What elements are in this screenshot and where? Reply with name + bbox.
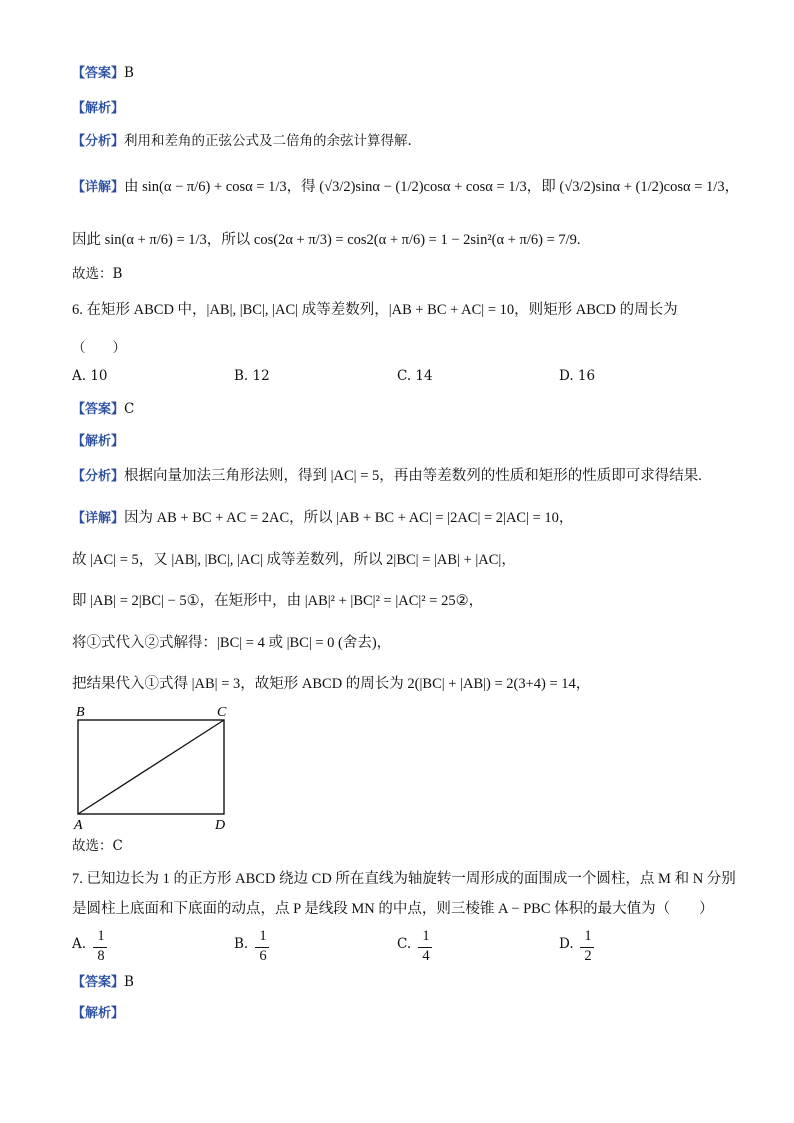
q6-detail-line2: 故 |AC| = 5，又 |AB|, |BC|, |AC| 成等差数列，所以 2|BC| = |AB| + |AC|， bbox=[72, 552, 516, 568]
vertex-label-d: D bbox=[215, 818, 226, 833]
section-tag: 【解析】 bbox=[72, 101, 125, 116]
q6-detail-line3: 即 |AB| = 2|BC| − 5①，在矩形中，由 |AB|² + |BC|² = |AC|² = 25②， bbox=[72, 593, 484, 609]
q6-option-d: D. 16 bbox=[559, 368, 596, 384]
q7-options bbox=[72, 928, 752, 968]
section-tag: 【详解】 bbox=[72, 180, 125, 195]
q6-options bbox=[72, 368, 752, 388]
rectangle-abcd-figure bbox=[72, 704, 242, 834]
section-tag: 【答案】 bbox=[72, 402, 125, 417]
q7-analysis-title bbox=[72, 1003, 734, 1024]
diagonal-ac bbox=[78, 720, 224, 814]
q6-detail-line1: 【详解】因为 AB + BC + AC = 2AC，所以 |AB + BC + AC| = |2AC| = 2|AC| = 10， bbox=[72, 510, 574, 526]
q6-option-c: C. 14 bbox=[397, 368, 433, 384]
section-tag: 【详解】 bbox=[72, 511, 125, 526]
q7-option-b-denominator: 6 bbox=[259, 948, 267, 964]
analysis-title-prev bbox=[72, 98, 734, 119]
q6-detail-line4: 将①式代入②式解得：|BC| = 4 或 |BC| = 0 (舍去)， bbox=[72, 635, 392, 651]
q6-analysis: 【分析】根据向量加法三角形法则，得到 |AC| = 5，再由等差数列的性质和矩形的性质即可求得结果. bbox=[72, 468, 702, 484]
section-tag: 【答案】 bbox=[72, 66, 125, 81]
q7-option-a-denominator: 8 bbox=[97, 948, 105, 964]
vertex-label-b: B bbox=[76, 705, 85, 720]
q7-stem-line1: 7. 已知边长为 1 的正方形 ABCD 绕边 CD 所在直线为轴旋转一周形成的面围成一个圆柱，点 M 和 N 分别 bbox=[72, 871, 736, 887]
section-tag: 【解析】 bbox=[72, 1006, 125, 1021]
q6-option-a: A. 10 bbox=[72, 368, 108, 384]
q6-answer: 【答案】C bbox=[72, 401, 135, 417]
q6-detail-line5: 把结果代入①式得 |AB| = 3，故矩形 ABCD 的周长为 2(|BC| + |AB|) = 2(3+4) = 14， bbox=[72, 676, 591, 692]
section-tag: 【分析】 bbox=[72, 469, 125, 484]
q5-detail-line1: 【详解】由 sin(α − π/6) + cosα = 1/3，得 (√3/2)sinα − (1/2)cosα + cosα = 1/3，即 (√3/2)sinα + (1/2)cosα = 1/3， bbox=[72, 179, 740, 195]
q7-option-b-label: B. bbox=[234, 936, 249, 952]
vertex-label-c: C bbox=[217, 705, 227, 720]
q7-option-a-numerator: 1 bbox=[97, 928, 105, 944]
section-tag: 【答案】 bbox=[72, 975, 125, 990]
q7-option-d-denominator: 2 bbox=[584, 948, 592, 964]
q7-option-c-label: C. bbox=[397, 936, 412, 952]
q7-option-d-numerator: 1 bbox=[584, 928, 592, 944]
q6-analysis-title bbox=[72, 431, 734, 452]
q7-stem-line2: 是圆柱上底面和下底面的动点，点 P 是线段 MN 的中点，则三棱锥 A − PBC 体积的最大值为（ ） bbox=[72, 901, 714, 917]
q6-stem-line2: （ ） bbox=[72, 340, 126, 356]
q5-choice: 故选：B bbox=[72, 266, 123, 282]
q6-option-b: B. 12 bbox=[234, 368, 270, 384]
q5-detail-line2: 因此 sin(α + π/6) = 1/3，所以 cos(2α + π/3) = cos2(α + π/6) = 1 − 2sin²(α + π/6) = 7/9. bbox=[72, 232, 581, 248]
q7-option-d-label: D. bbox=[559, 936, 574, 952]
q7-option-c-numerator: 1 bbox=[422, 928, 430, 944]
q7-answer: 【答案】B bbox=[72, 974, 134, 990]
section-tag: 【分析】 bbox=[72, 134, 125, 149]
q7-option-a-label: A. bbox=[72, 936, 87, 952]
vertex-label-a: A bbox=[74, 818, 83, 833]
q7-option-c-denominator: 4 bbox=[422, 948, 430, 964]
q7-option-b-numerator: 1 bbox=[259, 928, 267, 944]
q6-choice: 故选：C bbox=[72, 838, 123, 854]
answer-prev: 【答案】B bbox=[72, 65, 134, 81]
section-tag: 【解析】 bbox=[72, 434, 125, 449]
q6-stem-line1: 6. 在矩形 ABCD 中，|AB|, |BC|, |AC| 成等差数列，|AB + BC + AC| = 10，则矩形 ABCD 的周长为 bbox=[72, 302, 678, 318]
q5-analysis: 【分析】利用和差角的正弦公式及二倍角的余弦计算得解. bbox=[72, 133, 412, 149]
